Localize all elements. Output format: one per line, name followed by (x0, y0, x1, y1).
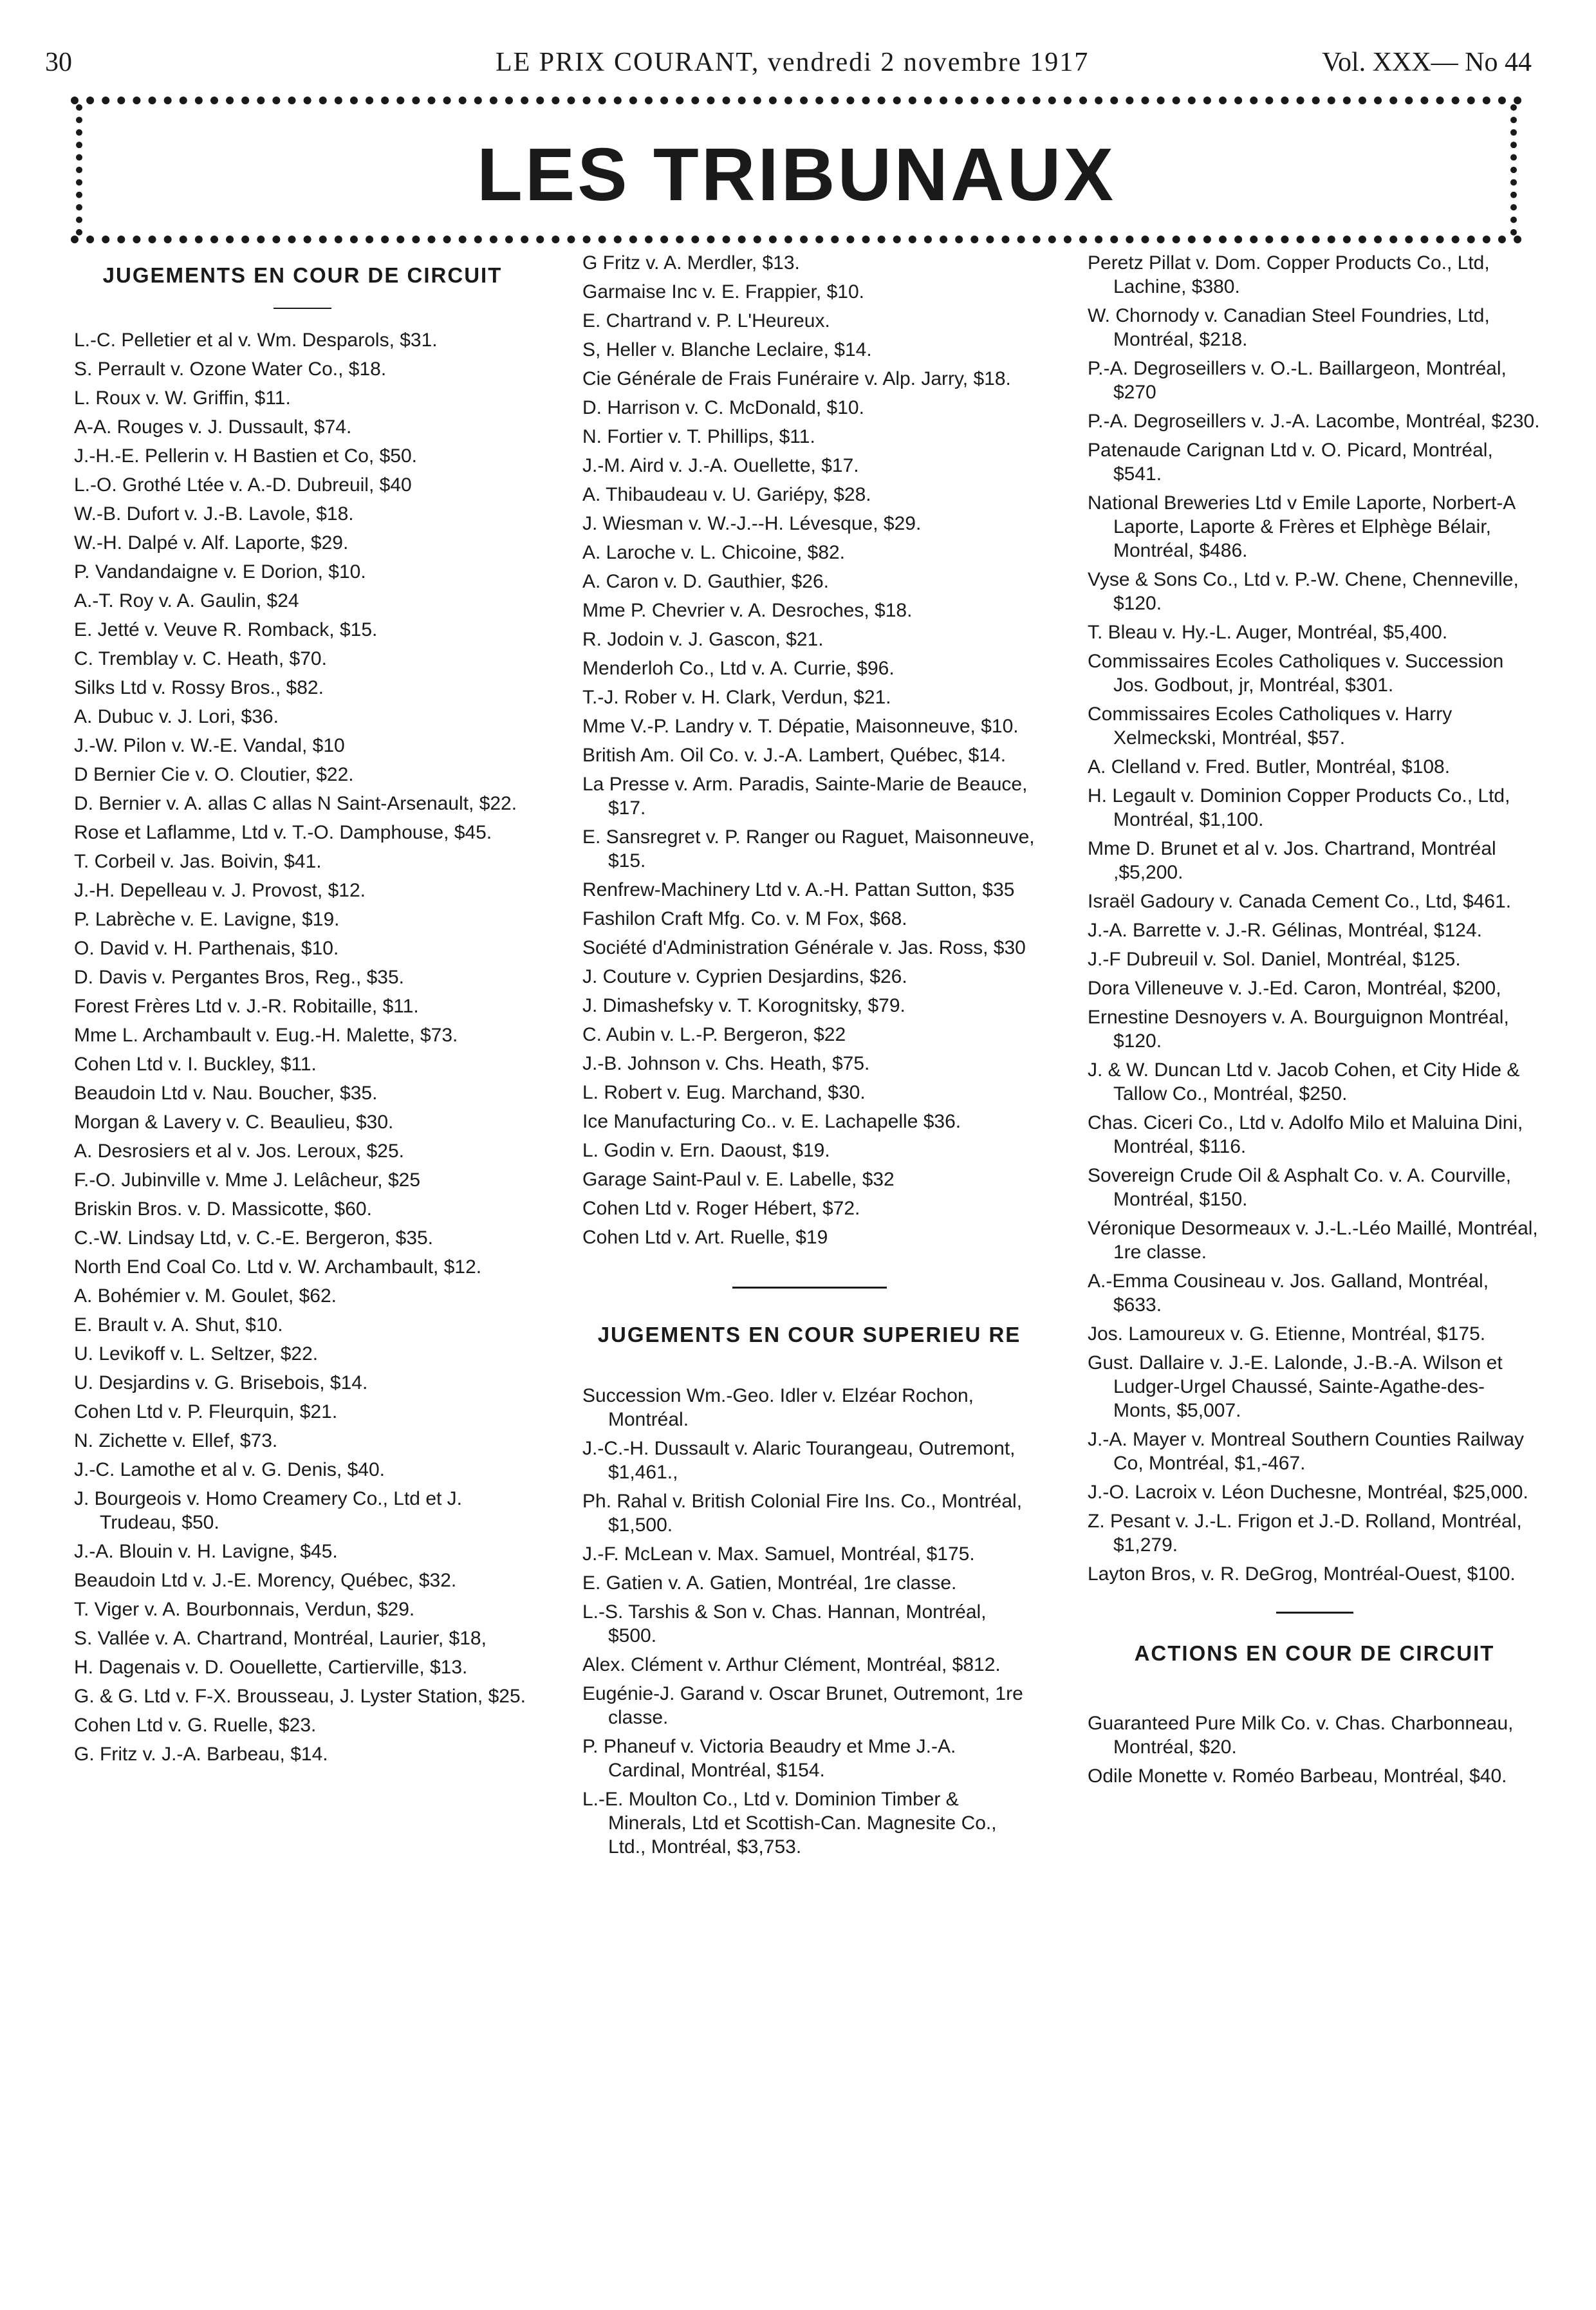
judgment-entry: P. Labrèche v. E. Lavigne, $19. (74, 909, 340, 930)
judgment-entry: P. Phaneuf v. Victoria Beaudry et Mme J.-A. Cardinal, Montréal, $154. (582, 1736, 956, 1781)
judgment-entry: D Bernier Cie v. O. Cloutier, $22. (74, 764, 354, 785)
judgment-entry: Ernestine Desnoyers v. A. Bourguignon Montréal, $120. (1088, 1007, 1509, 1052)
judgment-entry: J.-H.-E. Pellerin v. H Bastien et Co, $50. (74, 445, 417, 467)
judgment-entry: Cohen Ltd v. Roger Hébert, $72. (582, 1198, 860, 1219)
judgment-entry: Forest Frères Ltd v. J.-R. Robitaille, $11. (74, 996, 419, 1017)
judgment-entry: A. Clelland v. Fred. Butler, Montréal, $108. (1088, 756, 1451, 778)
judgment-entry: Z. Pesant v. J.-L. Frigon et J.-D. Rolland, Montréal, $1,279. (1088, 1511, 1522, 1556)
judgment-entry: Véronique Desormeaux v. J.-L.-Léo Maillé, Montréal, 1re classe. (1088, 1218, 1538, 1263)
judgment-entry: N. Fortier v. T. Phillips, $11. (582, 426, 815, 447)
judgment-entry: D. Davis v. Pergantes Bros, Reg., $35. (74, 967, 405, 988)
judgment-entry: E. Chartrand v. P. L'Heureux. (582, 310, 830, 331)
judgment-entry: C. Aubin v. L.-P. Bergeron, $22 (582, 1024, 846, 1045)
judgment-entry: British Am. Oil Co. v. J.-A. Lambert, Québec, $14. (582, 745, 1007, 766)
judgment-entry: O. David v. H. Parthenais, $10. (74, 938, 339, 959)
judgment-entry: W. Chornody v. Canadian Steel Foundries, Ltd, Montréal, $218. (1088, 305, 1490, 350)
judgment-entry: J.-A. Mayer v. Montreal Southern Counties Railway Co, Montréal, $1,-467. (1088, 1429, 1525, 1474)
judgment-entry: Cohen Ltd v. I. Buckley, $11. (74, 1054, 317, 1075)
judgment-entry: E. Gatien v. A. Gatien, Montréal, 1re classe. (582, 1572, 957, 1594)
judgment-entry: H. Legault v. Dominion Copper Products Co., Ltd, Montréal, $1,100. (1088, 785, 1510, 830)
judgment-entry: La Presse v. Arm. Paradis, Sainte-Marie de Beauce, $17. (582, 774, 1028, 819)
judgment-entry: Cohen Ltd v. P. Fleurquin, $21. (74, 1401, 338, 1422)
judgment-list (1088, 251, 1541, 1586)
judgment-entry: W.-H. Dalpé v. Alf. Laporte, $29. (74, 532, 349, 554)
judgment-entry: Ice Manufacturing Co.. v. E. Lachapelle $36. (582, 1111, 961, 1132)
judgment-entry: Odile Monette v. Roméo Barbeau, Montréal, $40. (1088, 1765, 1507, 1787)
judgment-entry: H. Dagenais v. D. Oouellette, Cartierville, $13. (74, 1657, 468, 1678)
judgment-entry: Chas. Ciceri Co., Ltd v. Adolfo Milo et Maluina Dini, Montréal, $116. (1088, 1112, 1523, 1157)
judgment-entry: Mme V.-P. Landry v. T. Dépatie, Maisonneuve, $10. (582, 716, 1019, 737)
judgment-entry: N. Zichette v. Ellef, $73. (74, 1430, 278, 1451)
judgment-entry: T. Viger v. A. Bourbonnais, Verdun, $29. (74, 1599, 415, 1620)
column-3 (1088, 251, 1541, 1793)
judgment-entry: S. Vallée v. A. Chartrand, Montréal, Laurier, $18, (74, 1628, 487, 1649)
section-heading-circuit-actions: ACTIONS EN COUR DE CIRCUIT (1134, 1641, 1495, 1665)
judgment-entry: Peretz Pillat v. Dom. Copper Products Co., Ltd, Lachine, $380. (1088, 252, 1490, 297)
judgment-entry: L. Robert v. Eug. Marchand, $30. (582, 1082, 866, 1103)
publication-title: LE PRIX COURANT, vendredi 2 novembre 1917 (496, 48, 1090, 77)
section-heading-superior-judgments: JUGEMENTS EN COUR SUPERIEU RE (597, 1323, 1021, 1346)
judgment-entry: E. Jetté v. Veuve R. Romback, $15. (74, 619, 378, 640)
divider (1276, 1612, 1353, 1614)
judgment-entry: Patenaude Carignan Ltd v. O. Picard, Montréal, $541. (1088, 440, 1493, 485)
judgment-entry: W.-B. Dufort v. J.-B. Lavole, $18. (74, 503, 354, 525)
judgment-entry: J.-W. Pilon v. W.-E. Vandal, $10 (74, 735, 345, 756)
judgment-entry: Alex. Clément v. Arthur Clément, Montréal, $812. (582, 1654, 1001, 1675)
judgment-entry: Israël Gadoury v. Canada Cement Co., Ltd, $461. (1088, 891, 1512, 912)
judgment-entry: E. Brault v. A. Shut, $10. (74, 1314, 283, 1336)
judgment-entry: S. Perrault v. Ozone Water Co., $18. (74, 359, 387, 380)
judgment-entry: Cohen Ltd v. G. Ruelle, $23. (74, 1715, 317, 1736)
judgment-list (74, 328, 531, 1766)
judgment-entry: U. Desjardins v. G. Brisebois, $14. (74, 1372, 368, 1393)
judgment-entry: J.-O. Lacroix v. Léon Duchesne, Montréal, $25,000. (1088, 1482, 1528, 1503)
judgment-entry: L.-O. Grothé Ltée v. A.-D. Dubreuil, $40 (74, 474, 412, 496)
judgment-entry: A. Caron v. D. Gauthier, $26. (582, 571, 829, 592)
judgment-entry: Vyse & Sons Co., Ltd v. P.-W. Chene, Chenneville, $120. (1088, 569, 1519, 614)
judgment-entry: Mme L. Archambault v. Eug.-H. Malette, $73. (74, 1025, 458, 1046)
judgment-entry: G Fritz v. A. Merdler, $13. (582, 252, 800, 274)
judgment-entry: Sovereign Crude Oil & Asphalt Co. v. A. Courville, Montréal, $150. (1088, 1165, 1512, 1210)
judgment-entry: Gust. Dallaire v. J.-E. Lalonde, J.-B.-A. Wilson et Ludger-Urgel Chaussé, Sainte-Agathe-des-Monts, $5,007. (1088, 1352, 1503, 1421)
judgment-entry: Morgan & Lavery v. C. Beaulieu, $30. (74, 1112, 394, 1133)
judgment-entry: Mme D. Brunet et al v. Jos. Chartrand, Montréal ,$5,200. (1088, 838, 1496, 883)
judgment-entry: Commissaires Ecoles Catholiques v. Succession Jos. Godbout, jr, Montréal, $301. (1088, 651, 1504, 696)
judgment-entry: Beaudoin Ltd v. Nau. Boucher, $35. (74, 1083, 378, 1104)
judgment-entry: A.-T. Roy v. A. Gaulin, $24 (74, 590, 299, 611)
judgment-entry: Briskin Bros. v. D. Massicotte, $60. (74, 1198, 372, 1220)
banner-title: LES TRIBUNAUX (477, 133, 1116, 216)
judgment-entry: Commissaires Ecoles Catholiques v. Harry Xelmeckski, Montréal, $57. (1088, 703, 1452, 749)
judgment-entry: Société d'Administration Générale v. Jas. Ross, $30 (582, 937, 1026, 958)
judgment-entry: J. Bourgeois v. Homo Creamery Co., Ltd et J. Trudeau, $50. (74, 1488, 463, 1533)
judgment-entry: A-A. Rouges v. J. Dussault, $74. (74, 416, 352, 438)
judgment-entry: J. Couture v. Cyprien Desjardins, $26. (582, 966, 907, 987)
judgment-entry: Fashilon Craft Mfg. Co. v. M Fox, $68. (582, 908, 907, 929)
judgment-entry: P. Vandandaigne v. E Dorion, $10. (74, 561, 366, 582)
judgment-entry: E. Sansregret v. P. Ranger ou Raguet, Maisonneuve, $15. (582, 826, 1035, 871)
judgment-entry: Succession Wm.-Geo. Idler v. Elzéar Rochon, Montréal. (582, 1385, 974, 1430)
judgment-entry: J. & W. Duncan Ltd v. Jacob Cohen, et City Hide & Tallow Co., Montréal, $250. (1088, 1059, 1520, 1104)
judgment-entry: J.-A. Blouin v. H. Lavigne, $45. (74, 1541, 338, 1562)
judgment-entry: A.-Emma Cousineau v. Jos. Galland, Montréal, $633. (1088, 1271, 1489, 1316)
judgment-list (582, 1384, 1036, 1859)
judgment-entry: J.-C. Lamothe et al v. G. Denis, $40. (74, 1459, 385, 1480)
volume-number: Vol. XXX— No 44 (1322, 48, 1532, 77)
judgment-entry: S, Heller v. Blanche Leclaire, $14. (582, 339, 872, 360)
judgment-entry: L. Godin v. Ern. Daoust, $19. (582, 1140, 830, 1161)
judgment-entry: Ph. Rahal v. British Colonial Fire Ins. Co., Montréal, $1,500. (582, 1491, 1023, 1536)
judgment-list (1088, 1711, 1541, 1788)
judgment-entry: L. Roux v. W. Griffin, $11. (74, 387, 291, 409)
judgment-entry: A. Laroche v. L. Chicoine, $82. (582, 542, 846, 563)
judgment-entry: D. Bernier v. A. allas C allas N Saint-Arsenault, $22. (74, 793, 517, 814)
judgment-entry: Menderloh Co., Ltd v. A. Currie, $96. (582, 658, 895, 679)
section-heading-circuit-judgments: JUGEMENTS EN COUR DE CIRCUIT (102, 263, 503, 287)
page-number: 30 (45, 48, 72, 77)
judgment-entry: D. Harrison v. C. McDonald, $10. (582, 397, 864, 418)
judgment-entry: Beaudoin Ltd v. J.-E. Morency, Québec, $32. (74, 1570, 457, 1591)
judgment-entry: P.-A. Degroseillers v. O.-L. Baillargeon, Montréal, $270 (1088, 358, 1507, 403)
judgment-entry: Renfrew-Machinery Ltd v. A.-H. Pattan Sutton, $35 (582, 879, 1015, 900)
judgment-entry: A. Bohémier v. M. Goulet, $62. (74, 1285, 337, 1307)
judgment-entry: Mme P. Chevrier v. A. Desroches, $18. (582, 600, 913, 621)
judgment-entry: Rose et Laflamme, Ltd v. T.-O. Damphouse, $45. (74, 822, 492, 843)
judgment-entry: A. Thibaudeau v. U. Gariépy, $28. (582, 484, 871, 505)
judgment-entry: L.-C. Pelletier et al v. Wm. Desparols, $31. (74, 330, 438, 351)
judgment-entry: Cie Générale de Frais Funéraire v. Alp. Jarry, $18. (582, 368, 1011, 389)
judgment-entry: J.-F. McLean v. Max. Samuel, Montréal, $175. (582, 1543, 975, 1565)
judgment-entry: L.-E. Moulton Co., Ltd v. Dominion Timber & Minerals, Ltd et Scottish-Can. Magnesite Co., Ltd., Montréal, $3,753. (582, 1789, 997, 1858)
judgment-entry: P.-A. Degroseillers v. J.-A. Lacombe, Montréal, $230. (1088, 411, 1540, 432)
judgment-entry: J.-B. Johnson v. Chs. Heath, $75. (582, 1053, 870, 1074)
judgment-entry: T.-J. Rober v. H. Clark, Verdun, $21. (582, 687, 891, 708)
judgment-entry: A. Desrosiers et al v. Jos. Leroux, $25. (74, 1141, 405, 1162)
judgment-entry: Guaranteed Pure Milk Co. v. Chas. Charbonneau, Montréal, $20. (1088, 1713, 1514, 1758)
judgment-entry: U. Levikoff v. L. Seltzer, $22. (74, 1343, 319, 1365)
judgment-entry: J. Wiesman v. W.-J.--H. Lévesque, $29. (582, 513, 922, 534)
judgment-entry: C. Tremblay v. C. Heath, $70. (74, 648, 327, 669)
judgment-entry: A. Dubuc v. J. Lori, $36. (74, 706, 279, 727)
divider (274, 308, 331, 309)
judgment-entry: Eugénie-J. Garand v. Oscar Brunet, Outremont, 1re classe. (582, 1683, 1023, 1728)
judgment-entry: Silks Ltd v. Rossy Bros., $82. (74, 677, 324, 698)
judgment-entry: Jos. Lamoureux v. G. Etienne, Montréal, $175. (1088, 1323, 1486, 1345)
judgment-entry: Dora Villeneuve v. J.-Ed. Caron, Montréal, $200, (1088, 978, 1501, 999)
page-header (45, 35, 1532, 87)
judgment-entry: T. Corbeil v. Jas. Boivin, $41. (74, 851, 322, 872)
judgment-list (582, 251, 1036, 1249)
judgment-entry: R. Jodoin v. J. Gascon, $21. (582, 629, 824, 650)
section-banner (71, 97, 1522, 243)
judgment-entry: Layton Bros, v. R. DeGrog, Montréal-Ouest, $100. (1088, 1563, 1516, 1585)
judgment-entry: J.-H. Depelleau v. J. Provost, $12. (74, 880, 366, 901)
judgment-entry: North End Coal Co. Ltd v. W. Archambault, $12. (74, 1256, 482, 1278)
column-1 (74, 251, 531, 1771)
judgment-entry: J.-F Dubreuil v. Sol. Daniel, Montréal, $125. (1088, 949, 1461, 970)
judgment-entry: Cohen Ltd v. Art. Ruelle, $19 (582, 1227, 828, 1248)
judgment-entry: L.-S. Tarshis & Son v. Chas. Hannan, Montréal, $500. (582, 1601, 987, 1646)
judgment-entry: J.-A. Barrette v. J.-R. Gélinas, Montréal, $124. (1088, 920, 1483, 941)
judgment-entry: J.-C.-H. Dussault v. Alaric Tourangeau, Outremont, $1,461., (582, 1438, 1016, 1483)
judgment-entry: T. Bleau v. Hy.-L. Auger, Montréal, $5,400. (1088, 622, 1448, 643)
judgment-entry: National Breweries Ltd v Emile Laporte, Norbert-A Laporte, Laporte & Frères et Elphège Bélair, Montréal, $486. (1088, 492, 1515, 561)
judgment-entry: Garmaise Inc v. E. Frappier, $10. (582, 281, 864, 303)
judgment-entry: C.-W. Lindsay Ltd, v. C.-E. Bergeron, $35. (74, 1227, 434, 1249)
judgment-entry: G. Fritz v. J.-A. Barbeau, $14. (74, 1744, 328, 1765)
judgment-entry: F.-O. Jubinville v. Mme J. Lelâcheur, $25 (74, 1169, 421, 1191)
judgment-entry: J.-M. Aird v. J.-A. Ouellette, $17. (582, 455, 859, 476)
divider (732, 1287, 887, 1289)
column-2 (582, 251, 1036, 1864)
judgment-entry: Garage Saint-Paul v. E. Labelle, $32 (582, 1169, 895, 1190)
judgment-entry: J. Dimashefsky v. T. Korognitsky, $79. (582, 995, 905, 1016)
judgment-entry: G. & G. Ltd v. F-X. Brousseau, J. Lyster Station, $25. (74, 1686, 526, 1707)
